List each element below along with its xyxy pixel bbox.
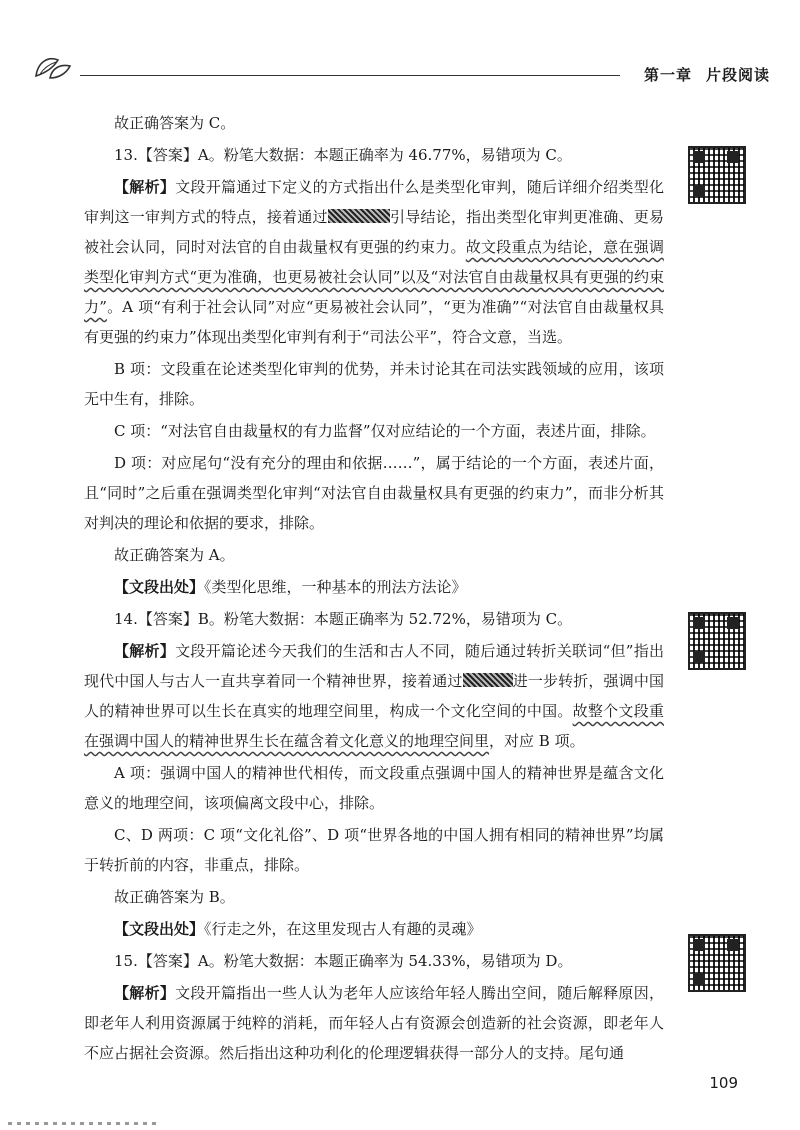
source-title: 《行走之外，在这里发现古人有趣的灵魂》	[204, 920, 482, 938]
page-header	[30, 48, 770, 88]
scan-artifact	[8, 1122, 158, 1125]
option-a-q14: A 项：强调中国人的精神世代相传，而文段重点强调中国人的精神世界是蕴含文化意义的地理空间，该项偏离文段中心，排除。	[84, 764, 664, 812]
conclusion-q12: 故正确答案为 C。	[114, 114, 236, 132]
header-rule	[80, 75, 620, 76]
conclusion-q14: 故正确答案为 B。	[114, 888, 235, 906]
leaf-icon	[30, 48, 80, 82]
option-cd-q14: C、D 两项：C 项“文化礼俗”、D 项“世界各地的中国人拥有相同的精神世界”均属于转折前的内容，非重点，排除。	[84, 826, 664, 874]
option-d-q13: D 项：对应尾句“没有充分的理由和依据……”，属于结论的一个方面，表述片面，且“同时”之后重在强调类型化审判“对法官自由裁量权具有更强的约束力”，而非分析其对判决的理论和依据的要求，排除。	[84, 454, 664, 532]
analysis-highlight: 故文段重点为结论，意在强调类型化审判方式“更为准确，也更易被社会认同”以及“对法官自由裁量权具有更强的约束力”	[84, 238, 664, 316]
analysis-q13	[84, 172, 664, 352]
analysis-text: 文段开篇指出一些人认为老年人应该给年轻人腾出空间，随后解释原因，即老年人利用资源属于纯粹的消耗，而年轻人占有资源会创造新的社会资源，即老年人不应占据社会资源。然后指出这种功利化的伦理逻辑获得一部分人的支持。尾句通	[84, 984, 664, 1062]
analysis-text: 文段开篇论述今天我们的生活和古人不同，随后通过转折关联词“但”指出现代中国人与古人一直共享着同一个精神世界，接着通过	[84, 642, 664, 690]
answer-q14: 14.【答案】B。粉笔大数据：本题正确率为 52.72%，易错项为 C。	[114, 610, 573, 628]
source-title: 《类型化思维，一种基本的刑法方法论》	[204, 578, 467, 596]
qr-code-q13	[688, 146, 746, 204]
analysis-tag: 【解析】	[114, 642, 176, 660]
analysis-text: 进一步转折，强调中国人的精神世界可以生长在真实的地理空间里，构成一个文化空间的中国。	[84, 672, 664, 720]
source-tag: 【文段出处】	[114, 920, 205, 938]
source-q14	[84, 914, 664, 944]
analysis-text: 。A 项“有利于社会认同”对应“更易被社会认同”，“更为准确”“对法官自由裁量权具有更强的约束力”体现出类型化审判有利于“司法公平”，符合文意，当选。	[84, 298, 664, 346]
source-q13	[84, 572, 664, 602]
redacted-mark	[463, 673, 513, 687]
option-c-q13: C 项：“对法官自由裁量权的有力监督”仅对应结论的一个方面，表述片面，排除。	[114, 422, 656, 440]
page-body	[84, 108, 664, 1068]
conclusion-q13: 故正确答案为 A。	[114, 546, 235, 564]
analysis-highlight: 故整个文段重在强调中国人的精神世界生长在蕴含着文化意义的地理空间里	[84, 702, 664, 750]
option-b-q13: B 项：文段重在论述类型化审判的优势，并未讨论其在司法实践领域的应用，该项无中生有，排除。	[84, 360, 664, 408]
source-tag: 【文段出处】	[114, 578, 205, 596]
qr-code-q15	[688, 934, 746, 992]
analysis-text: 引导结论，指出类型化审判更准确、更易被社会认同，同时对法官的自由裁量权有更强的约束力。	[84, 208, 664, 256]
page-number: 109	[709, 1074, 738, 1092]
chapter-title	[644, 64, 770, 85]
analysis-tag: 【解析】	[114, 984, 176, 1002]
chapter-label: 第一章	[643, 66, 692, 84]
answer-q15: 15.【答案】A。粉笔大数据：本题正确率为 54.33%，易错项为 D。	[114, 952, 573, 970]
analysis-q15	[84, 978, 664, 1068]
analysis-q14	[84, 636, 664, 756]
analysis-tag: 【解析】	[114, 178, 176, 196]
answer-q13: 13.【答案】A。粉笔大数据：本题正确率为 46.77%，易错项为 C。	[114, 146, 572, 164]
analysis-text: 文段开篇通过下定义的方式指出什么是类型化审判，随后详细介绍类型化审判这一审判方式的特点，接着通过	[84, 178, 664, 226]
analysis-text: ，对应 B 项。	[489, 732, 585, 750]
qr-code-q14	[688, 612, 746, 670]
section-label: 片段阅读	[705, 66, 770, 84]
redacted-mark	[328, 209, 390, 223]
